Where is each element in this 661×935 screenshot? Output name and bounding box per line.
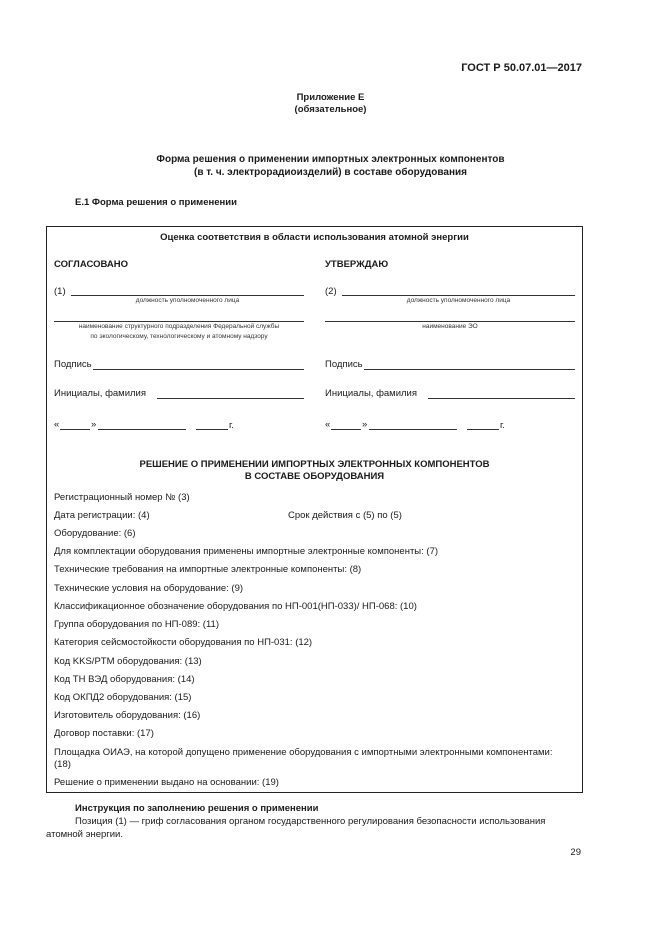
right-date-day-line[interactable] <box>331 429 361 430</box>
form-title-line2: (в т. ч. электрорадиоизделий) в составе оборудования <box>193 167 467 178</box>
left-initials-line[interactable] <box>157 398 304 399</box>
approve-title: УТВЕРЖДАЮ <box>325 259 389 270</box>
field-tnved-code: Код ТН ВЭД оборудования: (14) <box>54 674 195 685</box>
right-initials-line[interactable] <box>428 398 575 399</box>
field-equipment-group: Группа оборудования по НП-089: (11) <box>54 619 219 630</box>
left-number: (1) <box>54 286 66 297</box>
left-year-label: г. <box>229 420 234 431</box>
right-initials-label: Инициалы, фамилия <box>325 388 417 399</box>
field-reg-number: Регистрационный номер № (3) <box>54 492 190 503</box>
field-kks-code: Код KKS/PTM оборудования: (13) <box>54 656 202 667</box>
instructions-text-line2: атомной энергии. <box>46 829 123 840</box>
section-title: Е.1 Форма решения о применении <box>75 197 237 208</box>
right-position-caption: должность уполномоченного лица <box>406 297 511 304</box>
right-signature-label: Подпись <box>325 359 363 370</box>
right-organization-line[interactable] <box>325 321 575 322</box>
decision-title-line2: В СОСТАВЕ ОБОРУДОВАНИЯ <box>244 471 385 482</box>
left-date-close-quote: » <box>91 419 97 430</box>
left-date-year-line[interactable] <box>196 429 228 430</box>
appendix-title: Приложение Е <box>296 92 365 103</box>
left-initials-label: Инициалы, фамилия <box>54 388 146 399</box>
right-position-line[interactable] <box>342 295 575 296</box>
left-signature-label: Подпись <box>54 359 92 370</box>
field-seismic-category: Категория сейсмостойкости оборудования по НП-031: (12) <box>54 637 313 648</box>
field-basis: Решение о применении выдано на основании: (19) <box>54 777 279 788</box>
left-position-line[interactable] <box>71 295 304 296</box>
left-department-caption-1: наименование структурного подразделения Федеральной службы <box>78 323 280 330</box>
left-signature-line[interactable] <box>93 369 304 370</box>
approved-title: СОГЛАСОВАНО <box>54 259 128 270</box>
field-okpd-code: Код ОКПД2 оборудования: (15) <box>54 692 192 703</box>
page-number: 29 <box>570 847 581 858</box>
field-site-line1: Площадка ОИАЭ, на которой допущено применение оборудования с импортными электронными компонентами: <box>54 747 553 758</box>
field-classification: Классификационное обозначение оборудования по НП-001(НП-033)/ НП-068: (10) <box>54 601 417 612</box>
field-components: Для комплектации оборудования применены импортные электронные компоненты: (7) <box>54 546 439 557</box>
right-organization-caption: наименование ЭО <box>422 323 478 330</box>
field-contract: Договор поставки: (17) <box>54 728 154 739</box>
field-tech-requirements: Технические требования на импортные электронные компоненты: (8) <box>54 564 362 575</box>
right-signature-line[interactable] <box>364 369 575 370</box>
right-date-open-quote: « <box>325 419 331 430</box>
left-date-month-line[interactable] <box>98 429 186 430</box>
field-reg-date: Дата регистрации: (4) <box>54 510 150 521</box>
right-date-month-line[interactable] <box>369 429 457 430</box>
instructions-text-line1: Позиция (1) — гриф согласования органом государственного регулирования безопасности использования <box>75 816 546 827</box>
left-date-open-quote: « <box>54 419 60 430</box>
right-number: (2) <box>325 286 337 297</box>
instructions-title: Инструкция по заполнению решения о применении <box>75 803 319 814</box>
form-title-line1: Форма решения о применении импортных электронных компонентов <box>156 154 505 165</box>
decision-title-line1: РЕШЕНИЕ О ПРИМЕНЕНИИ ИМПОРТНЫХ ЭЛЕКТРОННЫХ КОМПОНЕНТОВ <box>139 459 490 470</box>
field-equipment: Оборудование: (6) <box>54 528 136 539</box>
left-position-caption: должность уполномоченного лица <box>135 297 240 304</box>
field-tech-conditions: Технические условия на оборудование: (9) <box>54 583 244 594</box>
left-date-day-line[interactable] <box>60 429 90 430</box>
field-validity: Срок действия с (5) по (5) <box>288 510 402 521</box>
box-heading: Оценка соответствия в области использования атомной энергии <box>160 232 469 243</box>
left-department-caption-2: по экологическому, технологическому и атомному надзору <box>90 333 268 340</box>
left-department-line[interactable] <box>54 321 304 322</box>
document-code: ГОСТ Р 50.07.01—2017 <box>461 62 582 74</box>
field-manufacturer: Изготовитель оборудования: (16) <box>54 710 201 721</box>
appendix-subtitle: (обязательное) <box>294 104 367 115</box>
right-date-year-line[interactable] <box>467 429 499 430</box>
right-date-close-quote: » <box>362 419 368 430</box>
field-site-line2: (18) <box>54 759 71 770</box>
right-year-label: г. <box>500 420 505 431</box>
